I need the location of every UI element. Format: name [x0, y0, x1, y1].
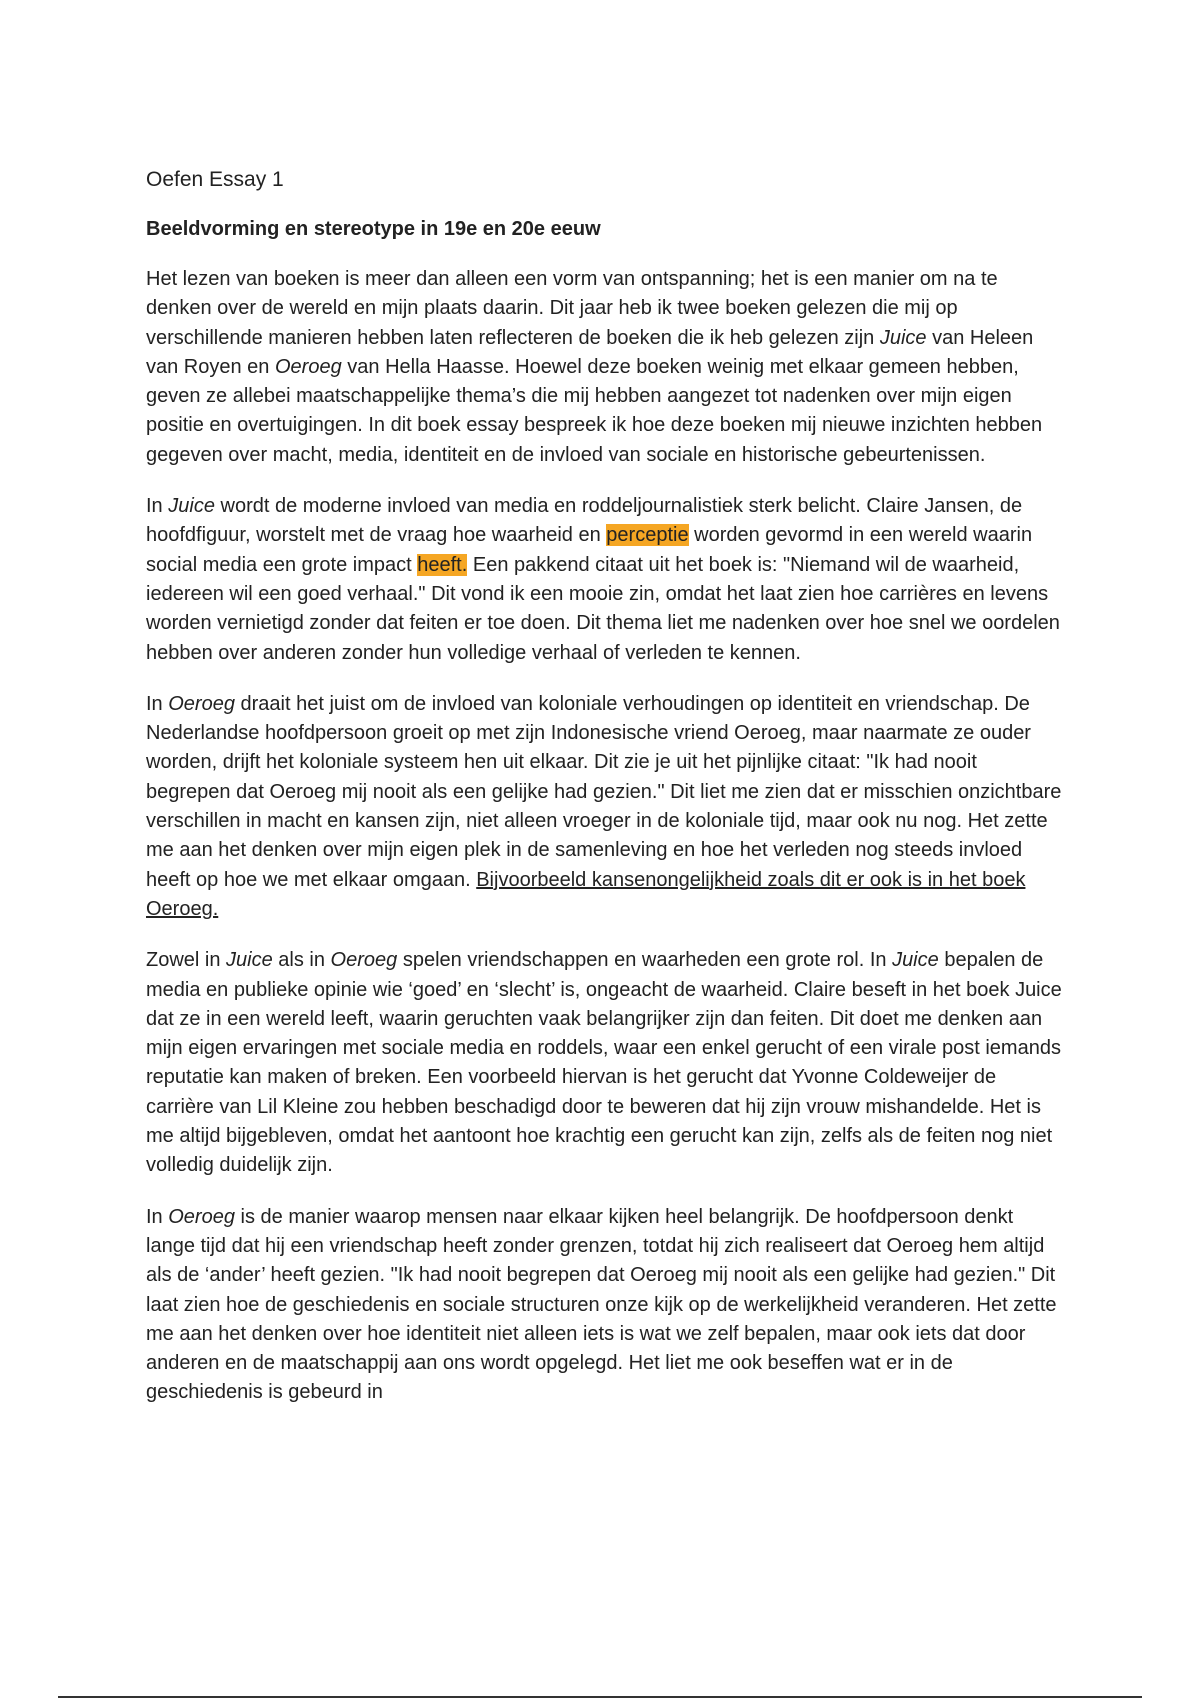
- document-title: Beeldvorming en stereotype in 19e en 20e eeuw: [146, 218, 601, 240]
- text-run: wordt de moderne invloed van media en roddeljournalistiek sterk belicht. Claire Jansen, de hoofdfiguur, worstelt met de vraag hoe waarheid en: [146, 495, 1023, 547]
- text-run: bepalen de media en publieke opinie wie ‘goed’ en ‘slecht’ is, ongeacht de waarheid. Claire beseft in het boek Juice dat ze in een wereld leeft, waarin geruchten vaak belangrijker zijn dan feiten. Dit doet me denken aan mijn eigen ervaringen met sociale media en roddels, waar een enkel gerucht of een virale post iemands reputatie kan maken of breken. Een voorbeeld hiervan is het gerucht dat Yvonne Coldeweijer de carrière van Lil Kleine zou hebben beschadigd door te beweren dat hij zijn vrouw mishandelde. Het is me altijd bijgebleven, omdat het aantoont hoe krachtig een gerucht kan zijn, zelfs als de feiten nog niet volledig duidelijk zijn.: [146, 949, 1062, 1177]
- text-run: van Hella Haasse. Hoewel deze boeken weinig met elkaar gemeen hebben, geven ze allebei maatschappelijke thema’s die mij hebben aangezet tot nadenken over mijn eigen positie en overtuigingen. In dit boek essay bespreek ik hoe deze boeken mij nieuwe inzichten hebben gegeven over macht, media, identiteit en de invloed van sociale en historische gebeurtenissen.: [146, 355, 1043, 466]
- book-title-italic: Oeroeg: [168, 1205, 235, 1228]
- highlighted-word: heeft.: [417, 553, 468, 576]
- paragraph-2: [146, 492, 1066, 668]
- highlighted-word: perceptie: [606, 524, 689, 547]
- book-title-italic: Oeroeg: [274, 355, 342, 378]
- text-run: Zowel in: [146, 949, 227, 972]
- book-title-italic: Juice: [168, 495, 215, 518]
- text-run: worden gevormd in een wereld waarin social media een grote impact: [146, 524, 1033, 576]
- paragraph-3: [146, 690, 1066, 924]
- book-title-italic: Oeroeg: [330, 949, 398, 972]
- document-body: [146, 265, 1066, 1408]
- book-title-italic: Juice: [892, 949, 939, 972]
- paragraph-4: [146, 946, 1066, 1180]
- book-title-italic: Oeroeg: [168, 692, 235, 715]
- book-title-italic: Juice: [226, 949, 273, 972]
- document-label: Oefen Essay 1: [146, 168, 284, 191]
- paragraph-1: [146, 265, 1066, 470]
- document-page: [146, 166, 1066, 1430]
- text-run: Het lezen van boeken is meer dan alleen een vorm van ontspanning; het is een manier om na te denken over de wereld en mijn plaats daarin. Dit jaar heb ik twee boeken gelezen die mij op verschillende manieren hebben laten reflecteren de boeken die ik heb gelezen zijn: [146, 268, 998, 349]
- text-run: is de manier waarop mensen naar elkaar kijken heel belangrijk. De hoofdpersoon denkt lange tijd dat hij een vriendschap heeft zonder grenzen, totdat hij zich realiseert dat Oeroeg hem altijd als de ‘ander’ heeft gezien. "Ik had nooit begrepen dat Oeroeg mij nooit als een gelijke had gezien." Dit laat zien hoe de geschiedenis en sociale structuren onze kijk op de werkelijkheid veranderen. Het zette me aan het denken over hoe identiteit niet alleen iets is wat we zelf bepalen, maar ook iets dat door anderen en de maatschappij aan ons wordt opgelegd. Het liet me ook beseffen wat er in de geschiedenis is gebeurd in: [146, 1205, 1057, 1404]
- underlined-sentence: Bijvoorbeeld kansenongelijkheid zoals dit er ook is in het boek Oeroeg.: [146, 868, 1026, 920]
- text-run: draait het juist om de invloed van koloniale verhoudingen op identiteit en vriendschap. De Nederlandse hoofdpersoon groeit op met zijn Indonesische vriend Oeroeg, maar naarmate ze ouder worden, drijft het koloniale systeem hen uit elkaar. Dit zie je uit het pijnlijke citaat: "Ik had nooit begrepen dat Oeroeg mij nooit als een gelijke had gezien." Dit liet me zien dat er misschien onzichtbare verschillen in macht en kansen zijn, niet alleen vroeger in de koloniale tijd, maar ook nu nog. Het zette me aan het denken over mijn eigen plek in de samenleving en hoe het verleden nog steeds invloed heeft op hoe we met elkaar omgaan.: [146, 692, 1062, 891]
- book-title-italic: Juice: [879, 326, 927, 349]
- text-run: In: [146, 692, 169, 715]
- text-run: In: [146, 495, 169, 518]
- footer-divider: [58, 1696, 1142, 1698]
- text-run: Een pakkend citaat uit het boek is: "Niemand wil de waarheid, iedereen wil een goed verhaal." Dit vond ik een mooie zin, omdat het laat zien hoe carrières en levens worden vernietigd zonder dat feiten er toe doen. Dit thema liet me nadenken over hoe snel we oordelen hebben over anderen zonder hun volledige verhaal of verleden te kennen.: [146, 553, 1060, 664]
- text-run: In: [146, 1205, 169, 1228]
- text-run: van Heleen van Royen en: [146, 326, 1034, 378]
- text-run: als in: [272, 949, 331, 972]
- paragraph-5: [146, 1203, 1066, 1408]
- text-run: spelen vriendschappen en waarheden een grote rol. In: [397, 949, 893, 972]
